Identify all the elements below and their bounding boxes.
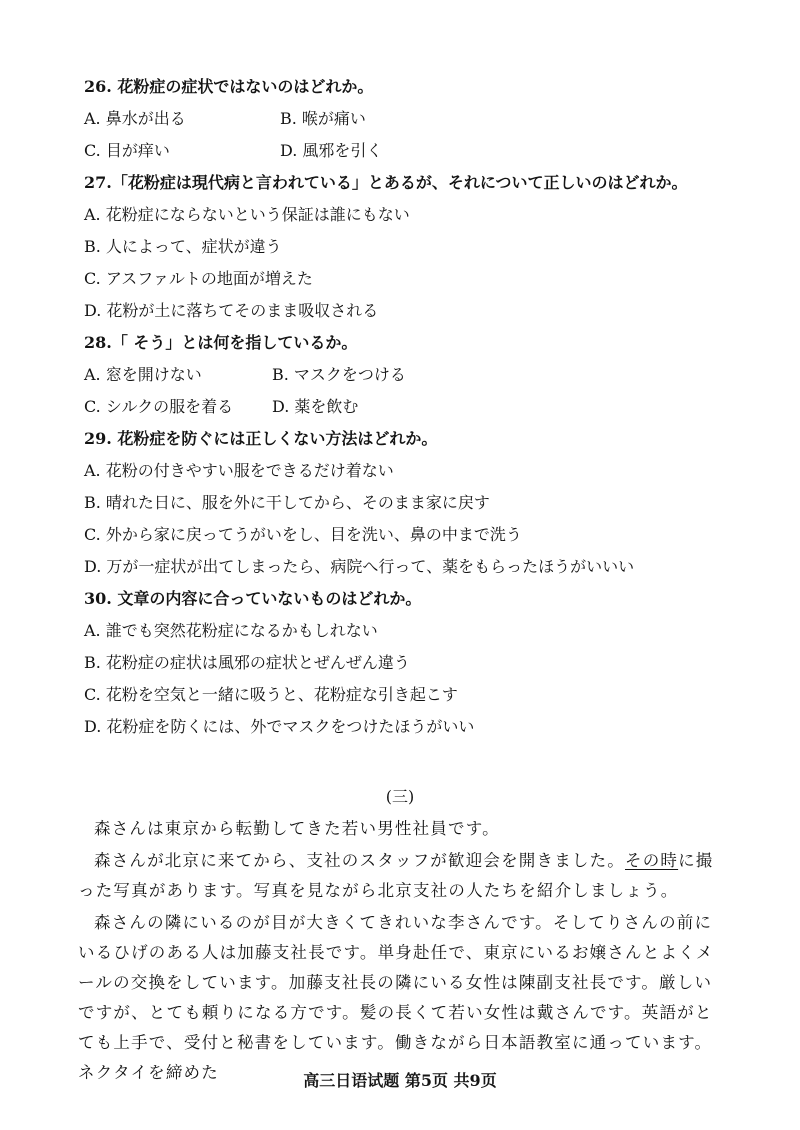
question-26-stem: 26. 花粉症の症状ではないのはどれか。 [84,77,374,96]
section-title: (三) [385,787,415,806]
question-26-option-d: D. 風邪を引く [280,141,383,160]
question-27-option-a: A. 花粉症にならないという保証は誰にもない [84,205,410,224]
question-27-option-d: D. 花粉が土に落ちてそのまま吸収される [84,301,379,320]
underlined-phrase: その時 [625,851,679,870]
question-28-option-c: C. シルクの服を着る [84,397,234,416]
question-29-option-c: C. 外から家に戻ってうがいをし、目を洗い、鼻の中まで洗う [84,525,522,544]
passage-paragraph-2 [78,846,726,906]
question-30-option-c: C. 花粉を空気と一緒に吸うと、花粉症な引き起こす [84,685,458,704]
question-30-option-a: A. 誰でも突然花粉症になるかもしれない [84,621,378,640]
question-30-option-b: B. 花粉症の症状は風邪の症状とぜんぜん違う [84,653,410,672]
question-28-stem: 28.「 そう」とは何を指しているか。 [84,333,358,352]
question-28-option-a: A. 窓を開けない [84,365,202,384]
question-30-option-d: D. 花粉症を防くには、外でマスクをつけたほうがいい [84,717,475,736]
passage-paragraph-3: 森さんの隣にいるのが目が大きくてきれいな李さんです。そしてりさんの前にいるひげのある人は加藤支社長です。単身赴任で、東京にいるお嬢さんとよくメールの交換をしています。加藤支社長の隣にいる女性は陳副支社長です。厳しいですが、とても頼りになる方です。髪の長くて若い女性は戴さんです。英語がとても上手で、受付と秘書をしています。働きながら日本語教室に通っています。ネクタイを締めた [78,913,714,1082]
question-29-stem: 29. 花粉症を防ぐには正しくない方法はどれか。 [84,429,438,448]
question-29-option-a: A. 花粉の付きやすい服をできるだけ着ない [84,461,394,480]
question-30-stem: 30. 文章の内容に合っていないものはどれか。 [84,589,422,608]
question-29-option-b: B. 晴れた日に、服を外に干してから、そのまま家に戻す [84,493,490,512]
question-26-option-b: B. 喉が痛い [280,109,366,128]
question-27-option-b: B. 人によって、症状が違う [84,237,282,256]
question-29-option-d: D. 万が一症状が出てしまったら、病院へ行って、薬をもらったほうがいいい [84,557,635,576]
question-28-option-d: D. 薬を飲む [272,397,359,416]
passage-paragraph-1: 森さんは東京から転勤してきた若い男性社員です。 [94,819,500,838]
question-26-option-a: A. 鼻水が出る [84,109,186,128]
question-26-option-c: C. 目が痒い [84,141,170,160]
passage-p2-before: 森さんが北京に来てから、支社のスタッフが歓迎会を開きました。 [94,851,625,870]
question-27-option-c: C. アスファルトの地面が増えた [84,269,313,288]
question-27-stem: 27.「花粉症は現代病と言われている」とあるが、それについて正しいのはどれか。 [84,173,688,192]
page-footer: 高三日语试题 第5页 共9页 [303,1071,497,1090]
passage-p2-after: に撮った写真があります。写真を見ながら北京支社の人たちを紹介しましょう。 [78,851,714,900]
question-28-option-b: B. マスクをつける [272,365,406,384]
